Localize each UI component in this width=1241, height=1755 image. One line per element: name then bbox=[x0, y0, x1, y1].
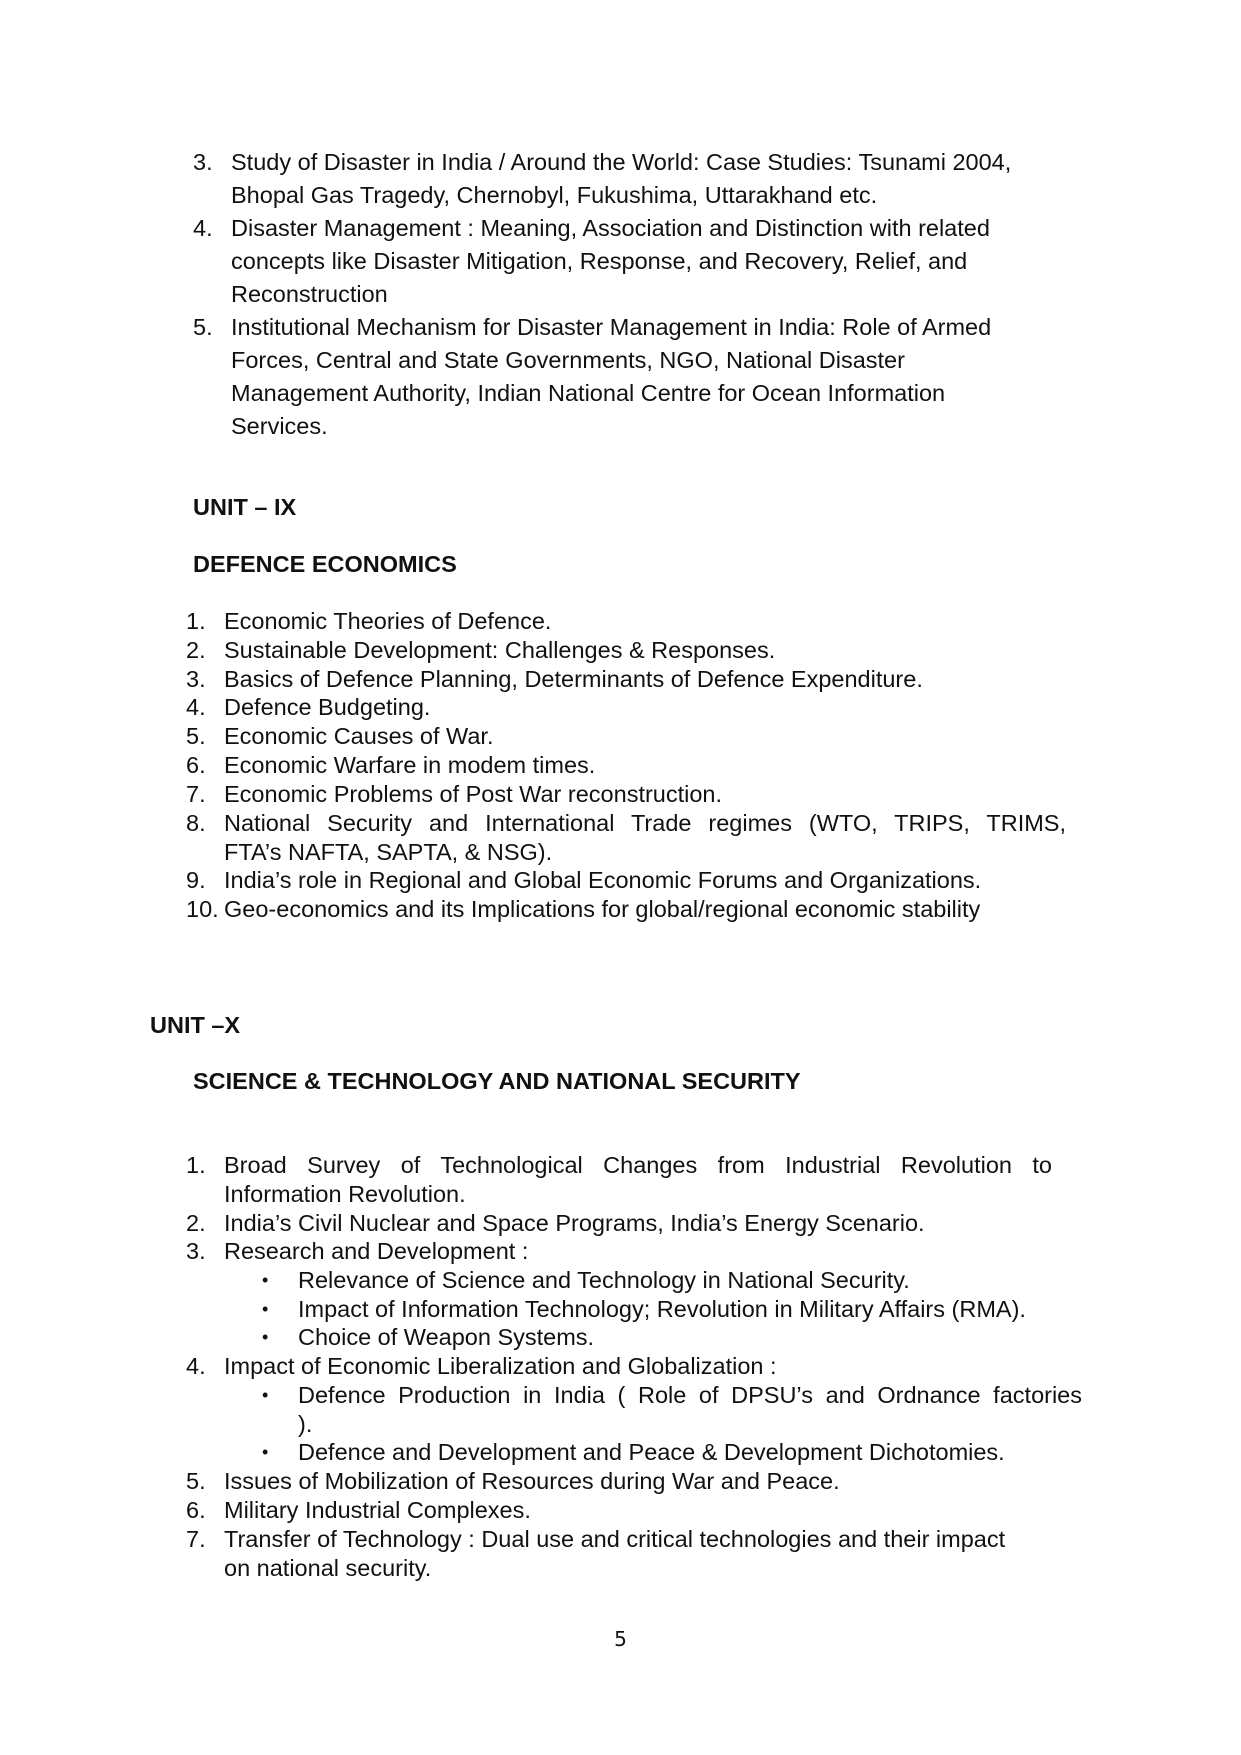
list-number: 2. bbox=[186, 1210, 206, 1236]
list-text-line: FTA’s NAFTA, SAPTA, & NSG). bbox=[224, 839, 553, 865]
bullet-text-line: Impact of Information Technology; Revolution in Military Affairs (RMA). bbox=[298, 1296, 1026, 1322]
list-text-line: Issues of Mobilization of Resources during War and Peace. bbox=[224, 1468, 840, 1494]
bullet-text-line: Defence Production in India ( Role of DPSU’s and Ordnance factories bbox=[298, 1382, 1082, 1408]
bullet-text-line: Choice of Weapon Systems. bbox=[298, 1324, 595, 1350]
list-number: 8. bbox=[186, 810, 206, 836]
list-number: 2. bbox=[186, 637, 206, 663]
list-text-line: Economic Problems of Post War reconstruction. bbox=[224, 781, 723, 807]
list-text-line: Geo-economics and its Implications for global/regional economic stability bbox=[224, 896, 981, 922]
list-number: 1. bbox=[186, 1152, 206, 1178]
list-text-line: Research and Development : bbox=[224, 1238, 529, 1264]
bullet-text-line: Defence and Development and Peace & Development Dichotomies. bbox=[298, 1439, 1005, 1465]
list-number: 7. bbox=[186, 781, 206, 807]
list-text-line: on national security. bbox=[224, 1555, 432, 1581]
list-text-line: Military Industrial Complexes. bbox=[224, 1497, 531, 1523]
bullet-icon: • bbox=[262, 1385, 269, 1405]
list-number: 7. bbox=[186, 1526, 206, 1552]
page-number: 5 bbox=[614, 1627, 627, 1651]
list-text-line: Forces, Central and State Governments, NGO, National Disaster bbox=[231, 347, 905, 373]
bullet-icon: • bbox=[262, 1327, 269, 1347]
list-number: 1. bbox=[186, 608, 206, 634]
list-text-line: India’s role in Regional and Global Economic Forums and Organizations. bbox=[224, 867, 982, 893]
unit-title: DEFENCE ECONOMICS bbox=[193, 551, 457, 577]
list-text-line: Information Revolution. bbox=[224, 1181, 466, 1207]
list-number: 9. bbox=[186, 867, 206, 893]
list-text-line: Economic Theories of Defence. bbox=[224, 608, 552, 634]
list-text-line: Broad Survey of Technological Changes from Industrial Revolution to bbox=[224, 1152, 1052, 1178]
list-number: 10. bbox=[186, 896, 219, 922]
list-number: 3. bbox=[186, 1238, 206, 1264]
list-number: 4. bbox=[186, 1353, 206, 1379]
list-number: 6. bbox=[186, 1497, 206, 1523]
bullet-icon: • bbox=[262, 1442, 269, 1462]
bullet-icon: • bbox=[262, 1270, 269, 1290]
list-text-line: Services. bbox=[231, 413, 328, 439]
list-text-line: Economic Causes of War. bbox=[224, 723, 494, 749]
list-text-line: National Security and International Trade regimes (WTO, TRIPS, TRIMS, bbox=[224, 810, 1066, 836]
list-number: 4. bbox=[186, 694, 206, 720]
list-text-line: concepts like Disaster Mitigation, Response, and Recovery, Relief, and bbox=[231, 248, 968, 274]
bullet-text-line: Relevance of Science and Technology in National Security. bbox=[298, 1267, 910, 1293]
list-text-line: Sustainable Development: Challenges & Responses. bbox=[224, 637, 776, 663]
list-text-line: Impact of Economic Liberalization and Globalization : bbox=[224, 1353, 777, 1379]
list-text-line: Reconstruction bbox=[231, 281, 388, 307]
list-text-line: Defence Budgeting. bbox=[224, 694, 431, 720]
unit-heading: UNIT –X bbox=[150, 1012, 241, 1038]
unit-title: SCIENCE & TECHNOLOGY AND NATIONAL SECURITY bbox=[193, 1068, 801, 1094]
bullet-icon: • bbox=[262, 1299, 269, 1319]
unit-heading: UNIT – IX bbox=[193, 494, 297, 520]
list-text-line: Study of Disaster in India / Around the World: Case Studies: Tsunami 2004, bbox=[231, 149, 1012, 175]
list-text-line: Disaster Management : Meaning, Association and Distinction with related bbox=[231, 215, 990, 241]
list-number: 5. bbox=[186, 723, 206, 749]
list-number: 3. bbox=[186, 666, 206, 692]
list-number: 4. bbox=[193, 215, 213, 241]
list-number: 5. bbox=[186, 1468, 206, 1494]
list-text-line: Institutional Mechanism for Disaster Management in India: Role of Armed bbox=[231, 314, 992, 340]
list-number: 5. bbox=[193, 314, 213, 340]
list-text-line: Transfer of Technology : Dual use and critical technologies and their impact bbox=[224, 1526, 1006, 1552]
list-text-line: Bhopal Gas Tragedy, Chernobyl, Fukushima, Uttarakhand etc. bbox=[231, 182, 878, 208]
list-text-line: Management Authority, Indian National Centre for Ocean Information bbox=[231, 380, 946, 406]
list-text-line: Economic Warfare in modem times. bbox=[224, 752, 596, 778]
bullet-text-line: ). bbox=[298, 1411, 313, 1437]
list-text-line: Basics of Defence Planning, Determinants of Defence Expenditure. bbox=[224, 666, 923, 692]
list-number: 6. bbox=[186, 752, 206, 778]
list-text-line: India’s Civil Nuclear and Space Programs, India’s Energy Scenario. bbox=[224, 1210, 925, 1236]
list-number: 3. bbox=[193, 149, 213, 175]
